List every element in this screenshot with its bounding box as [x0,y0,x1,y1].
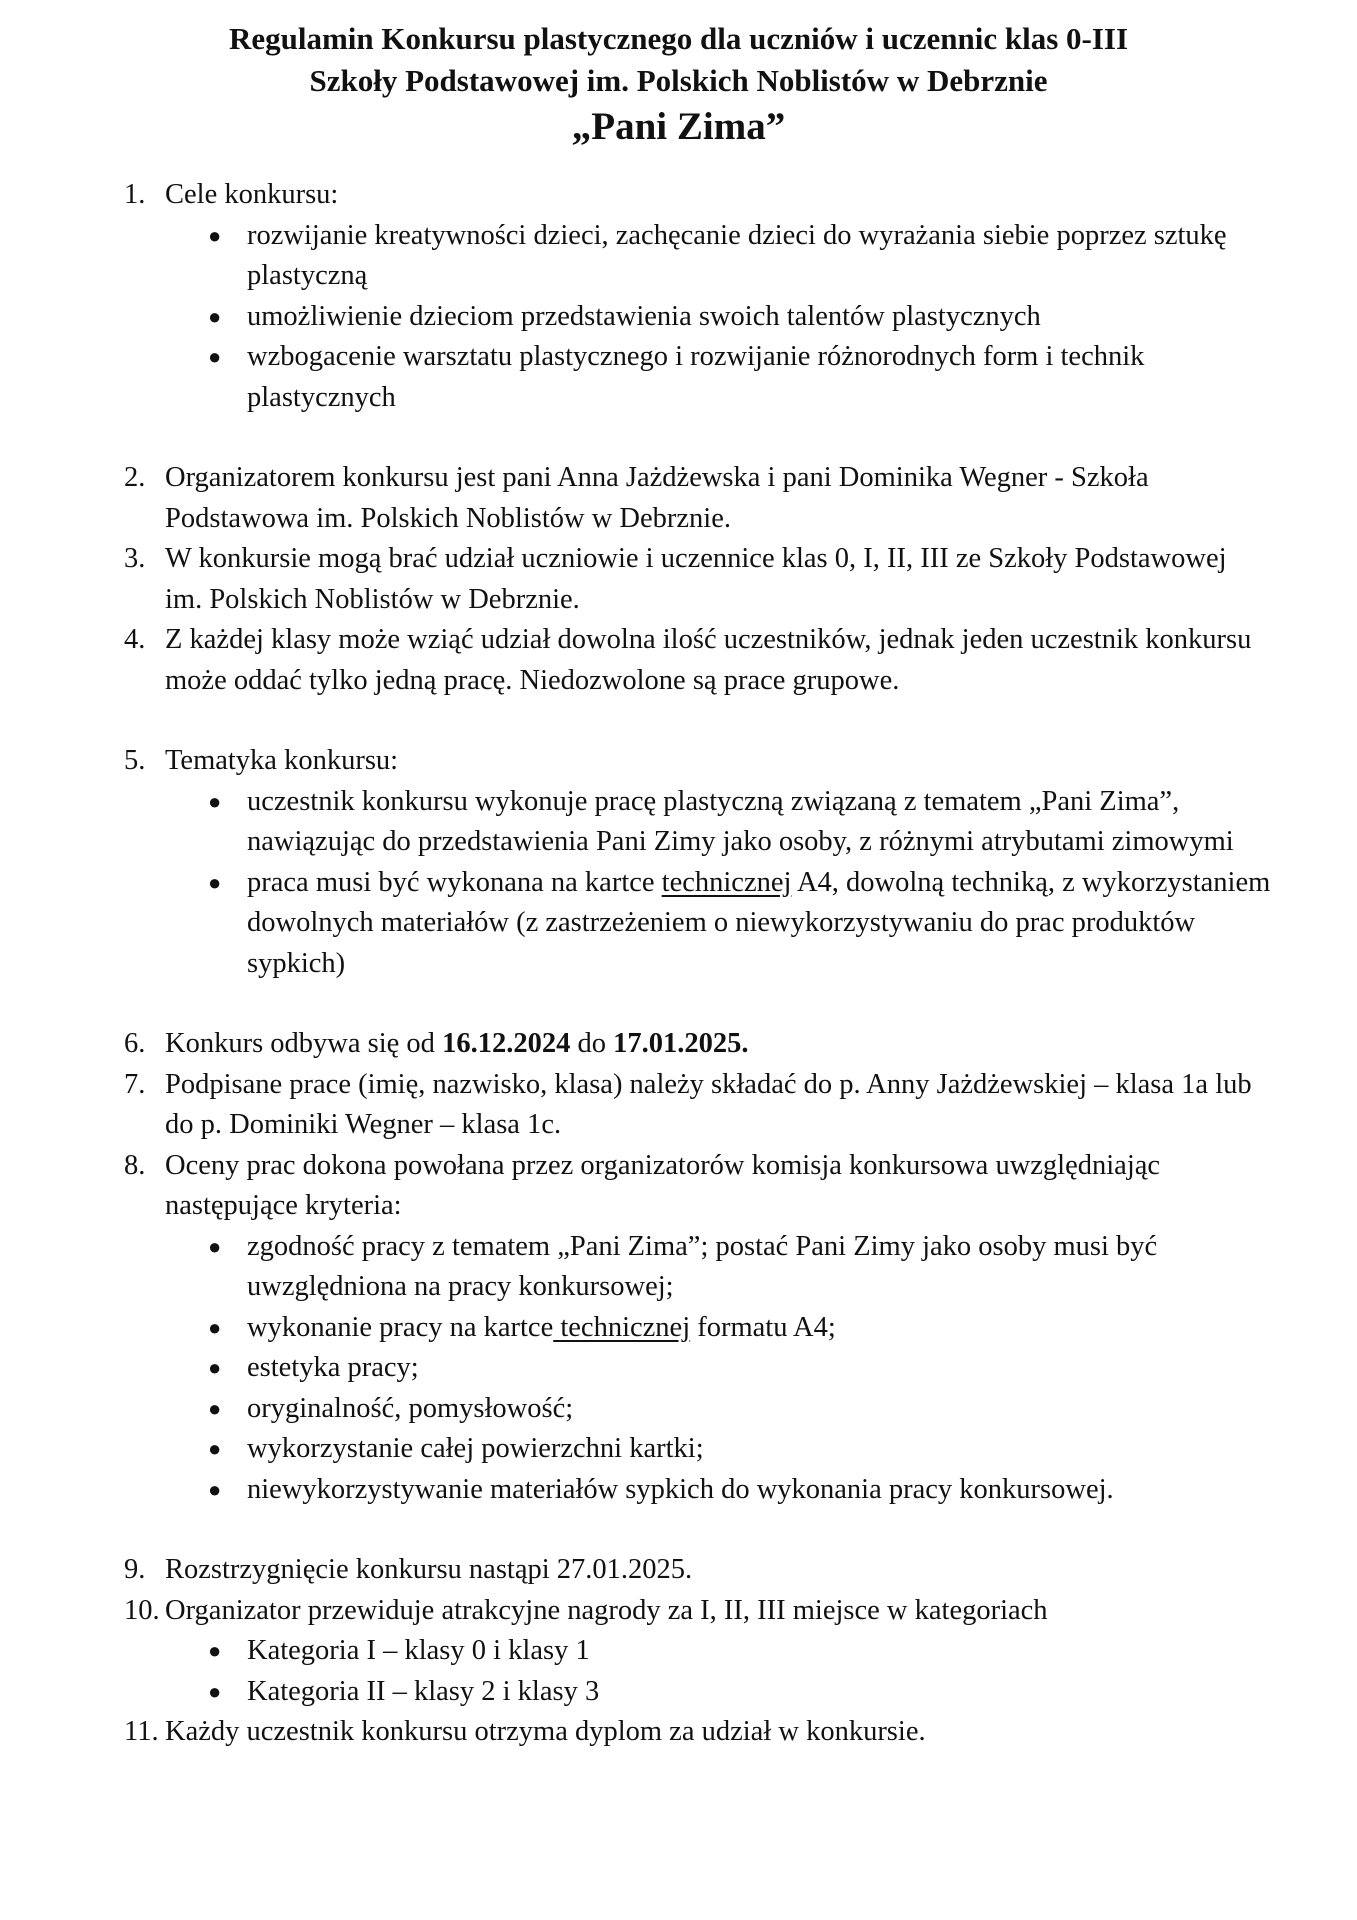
rule-item-7 [0,1065,1357,1146]
list-item: ● umożliwienie dzieciom przedstawienia swoich talentów plastycznych [0,297,1357,338]
bullet-icon: ● [208,869,222,895]
title-line-2: Szkoły Podstawowej im. Polskich Noblistów w Debrznie [309,63,1048,98]
list-item: ● wzbogacenie warsztatu plastycznego i rozwijanie różnorodnych form i technik plastycznych [0,337,1357,418]
list-item: ● estetyka pracy; [0,1348,1357,1389]
rule-item-10 [0,1591,1357,1632]
list-item: ● rozwijanie kreatywności dzieci, zachęcanie dzieci do wyrażania siebie poprzez sztukę plastyczną [0,216,1357,297]
document-title [0,18,1357,152]
rule-item-9 [0,1550,1357,1591]
list-item: ● niewykorzystywanie materiałów sypkich do wykonania pracy konkursowej. [0,1470,1357,1511]
item-number: 3. [124,543,146,574]
rule-item-6: 6. Konkurs odbywa się od 16.12.2024 do 17.01.2025. [0,1024,1357,1065]
item-text: Z każdej klasy może wziąć udział dowolna ilość uczestników, jednak jeden uczestnik konkursu może oddać tylko jedną pracę. Niedozwolone są prace grupowe. [165,624,1252,696]
rule-item-8 [0,1146,1357,1227]
item-text: Każdy uczestnik konkursu otrzyma dyplom za udział w konkursie. [165,1716,926,1747]
bullet-icon: ● [208,1476,222,1502]
categories-list [0,1631,1357,1712]
item-number: 4. [124,624,146,655]
start-date: 16.12.2024 [442,1028,571,1059]
bullet-icon: ● [208,1638,222,1663]
list-item: ● zgodność pracy z tematem „Pani Zima”; postać Pani Zimy jako osoby musi być uwzględniona na pracy konkursowej; [0,1227,1357,1308]
bullet-icon: ● [208,303,222,329]
theme-list [0,782,1357,985]
bullet-icon: ● [208,1395,222,1421]
criteria-list [0,1227,1357,1511]
item-number: 6. [124,1028,146,1059]
title-line-1: Regulamin Konkursu plastycznego dla uczniów i uczennic klas 0-III [228,21,1129,56]
item-number: 9. [124,1554,146,1585]
item-number: 11. [124,1716,159,1747]
title-contest-name: „Pani Zima” [571,105,786,148]
underlined-text: technicznej [553,1311,691,1343]
item-text: Podpisane prace (imię, nazwisko, klasa) należy składać do p. Anny Jażdżewskiej – klasa 1a lub do p. Dominiki Wegner – klasa 1c. [165,1068,1252,1140]
list-item: ● wykorzystanie całej powierzchni kartki; [0,1429,1357,1470]
item-number: 2. [124,462,146,493]
bullet-icon: ● [208,344,222,369]
bullet-icon: ● [208,788,222,814]
rule-item-11 [0,1712,1357,1753]
underlined-text: technicznej [661,866,792,898]
list-item: ● Kategoria II – klasy 2 i klasy 3 [0,1672,1357,1713]
list-item: ● praca musi być wykonana na kartce technicznej A4, dowolną techniką, z wykorzystaniem dowolnych materiałów (z zastrzeżeniem o niewykorzystywaniu do prac produktów sypkich) [0,863,1357,985]
rule-item-5 [0,741,1357,782]
item-text: Oceny prac dokona powołana przez organizatorów komisja konkursowa uwzględniając następujące kryteria: [165,1149,1161,1221]
item-number: 5. [124,745,146,776]
goals-list [0,216,1357,419]
bullet-icon: ● [208,222,222,248]
rule-item-4 [0,620,1357,701]
list-item: ● uczestnik konkursu wykonuje pracę plastyczną związaną z tematem „Pani Zima”, nawiązując do przedstawienia Pani Zimy jako osoby, z różnymi atrybutami zimowymi [0,782,1357,863]
item-text: Cele konkursu: [165,179,339,210]
item-text: Organizatorem konkursu jest pani Anna Jażdżewska i pani Dominika Wegner - Szkoła Podstawowa im. Polskich Noblistów w Debrznie. [165,462,1149,534]
rule-item-1 [0,175,1357,216]
item-text: Organizator przewiduje atrakcyjne nagrody za I, II, III miejsce w kategoriach [165,1594,1048,1626]
rules-list [0,175,1357,1753]
item-number: 10. [124,1594,160,1626]
rule-item-2 [0,458,1357,539]
item-number: 7. [124,1068,146,1100]
item-text: W konkursie mogą brać udział uczniowie i uczennice klas 0, I, II, III ze Szkoły Podstawowej im. Polskich Noblistów w Debrznie. [165,543,1227,615]
end-date: 17.01.2025. [613,1028,749,1059]
item-number: 1. [124,179,146,210]
bullet-icon: ● [208,1233,222,1259]
bullet-icon: ● [208,1314,222,1340]
list-item: ● Kategoria I – klasy 0 i klasy 1 [0,1631,1357,1672]
list-item: ● oryginalność, pomysłowość; [0,1389,1357,1430]
bullet-icon: ● [208,1355,222,1380]
list-item: ● wykonanie pracy na kartce technicznej formatu A4; [0,1308,1357,1349]
rule-item-3 [0,539,1357,620]
item-number: 8. [124,1149,146,1181]
item-text: Tematyka konkursu: [165,745,399,776]
item-text: Rozstrzygnięcie konkursu nastąpi 27.01.2025. [165,1554,693,1585]
bullet-icon: ● [208,1678,222,1704]
bullet-icon: ● [208,1436,222,1461]
